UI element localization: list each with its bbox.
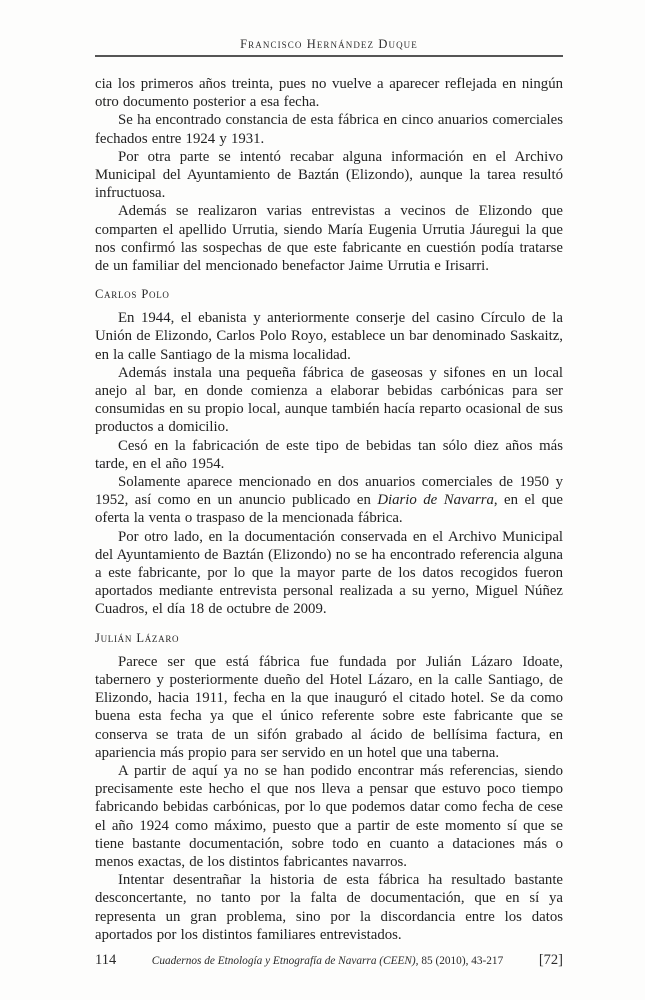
body-paragraph <box>95 148 563 203</box>
text-run: Carlos Polo <box>95 287 170 302</box>
journal-title: Cuadernos de Etnología y Etnografía de Navarra (CEEN), <box>151 955 419 967</box>
body-paragraph <box>95 473 563 528</box>
body-paragraph <box>95 762 563 871</box>
body-paragraph <box>95 528 563 619</box>
body-paragraph <box>95 75 563 111</box>
page-header <box>95 37 563 57</box>
journal-citation <box>152 955 503 967</box>
text-run: Por otro lado, en la documentación conservada en el Archivo Municipal del Ayuntamiento de Baztán (Elizondo) no se ha encontrado referencia alguna a este fabricante, por lo que la mayor parte de los datos recogidos fueron aportados mediante entrevista personal realizada a su yerno, Miguel Núñez Cuadros, el día 18 de octubre de 2009. <box>95 528 563 618</box>
text-run: Además instala una pequeña fábrica de gaseosas y sifones en un local anejo al bar, en donde comienza a elaborar bebidas carbónicas para ser consumidas en su propio local, aunque también hacía reparto ocasional de sus productos a domicilio. <box>95 364 563 436</box>
header-rule <box>95 55 563 57</box>
text-run: Solamente aparece mencionado en dos anuarios comerciales de 1950 y 1952, así como en un anuncio publicado en <box>95 474 563 509</box>
body-paragraph <box>95 871 563 944</box>
text-run: , en el que oferta la venta o traspaso de la mencionada fábrica. <box>95 492 563 527</box>
bracket-page-number: [72] <box>538 952 563 968</box>
page-number: 114 <box>95 952 117 968</box>
section-heading <box>95 631 563 646</box>
section-heading <box>95 287 563 302</box>
body-paragraph <box>95 309 563 364</box>
body-paragraph <box>95 437 563 473</box>
text-run: A partir de aquí ya no se han podido encontrar más referencias, siendo precisamente este hecho el que nos lleva a pensar que estuvo poco tiempo fabricando bebidas carbónicas, por lo que podemos datar como fecha de cese el año 1924 como máximo, puesto que a partir de este momento sí que se tiene bastante documentación, sobre todo en cuanto a dataciones más o menos exactas, de los distintos fabricantes navarros. <box>95 762 563 870</box>
body-paragraph <box>95 202 563 275</box>
text-run: Por otra parte se intentó recabar alguna información en el Archivo Municipal del Ayuntamiento de Baztán (Elizondo), aunque la tarea resultó infructuosa. <box>95 148 563 202</box>
text-run: cia los primeros años treinta, pues no vuelve a aparecer reflejada en ningún otro documento posterior a esa fecha. <box>95 76 563 111</box>
page-footer <box>95 952 563 969</box>
page-body <box>95 75 563 944</box>
text-run: Intentar desentrañar la historia de esta fábrica ha resultado bastante desconcertante, no tanto por la falta de documentación, que en sí ya representa un gran problema, sino por la discordancia entre los datos aportados por los distintos familiares entrevistados. <box>95 872 563 943</box>
journal-issue-info: 85 (2010), 43-217 <box>418 955 504 967</box>
text-run: Además se realizaron varias entrevistas a vecinos de Elizondo que comparten el apellido Urrutia, siendo María Eugenia Urrutia Jáuregui la que nos confirmó las sospechas de que este fabricante en cuestión podía tratarse de un familiar del mencionado benefactor Jaime Urrutia e Irisarri. <box>95 203 563 275</box>
text-run: Julián Lázaro <box>95 630 180 645</box>
text-run: En 1944, el ebanista y anteriormente conserje del casino Círculo de la Unión de Elizondo, Carlos Polo Royo, establece un bar denominado Saskaitz, en la calle Santiago de la misma localidad. <box>95 310 563 363</box>
italic-publication-name: Diario de Navarra <box>377 492 494 509</box>
body-paragraph <box>95 364 563 437</box>
text-run: Cesó en la fabricación de este tipo de bebidas tan sólo diez años más tarde, en el año 1954. <box>95 437 563 472</box>
body-paragraph <box>95 111 563 147</box>
text-run: Parece ser que está fábrica fue fundada por Julián Lázaro Idoate, tabernero y posteriormente dueño del Hotel Lázaro, en la calle Santiago, de Elizondo, hacia 1911, fecha en la que inauguró el citado hotel. Se da como buena esta fecha ya que el único referente sobre este fabricante que se conserva se trata de un sifón grabado al ácido de bellísima factura, en apariencia más propio para ser servido en un hotel que una taberna. <box>95 653 563 761</box>
running-header-author: Francisco Hernández Duque <box>240 37 418 51</box>
text-run: Se ha encontrado constancia de esta fábrica en cinco anuarios comerciales fechados entre 1924 y 1931. <box>95 112 563 147</box>
body-paragraph <box>95 653 563 762</box>
